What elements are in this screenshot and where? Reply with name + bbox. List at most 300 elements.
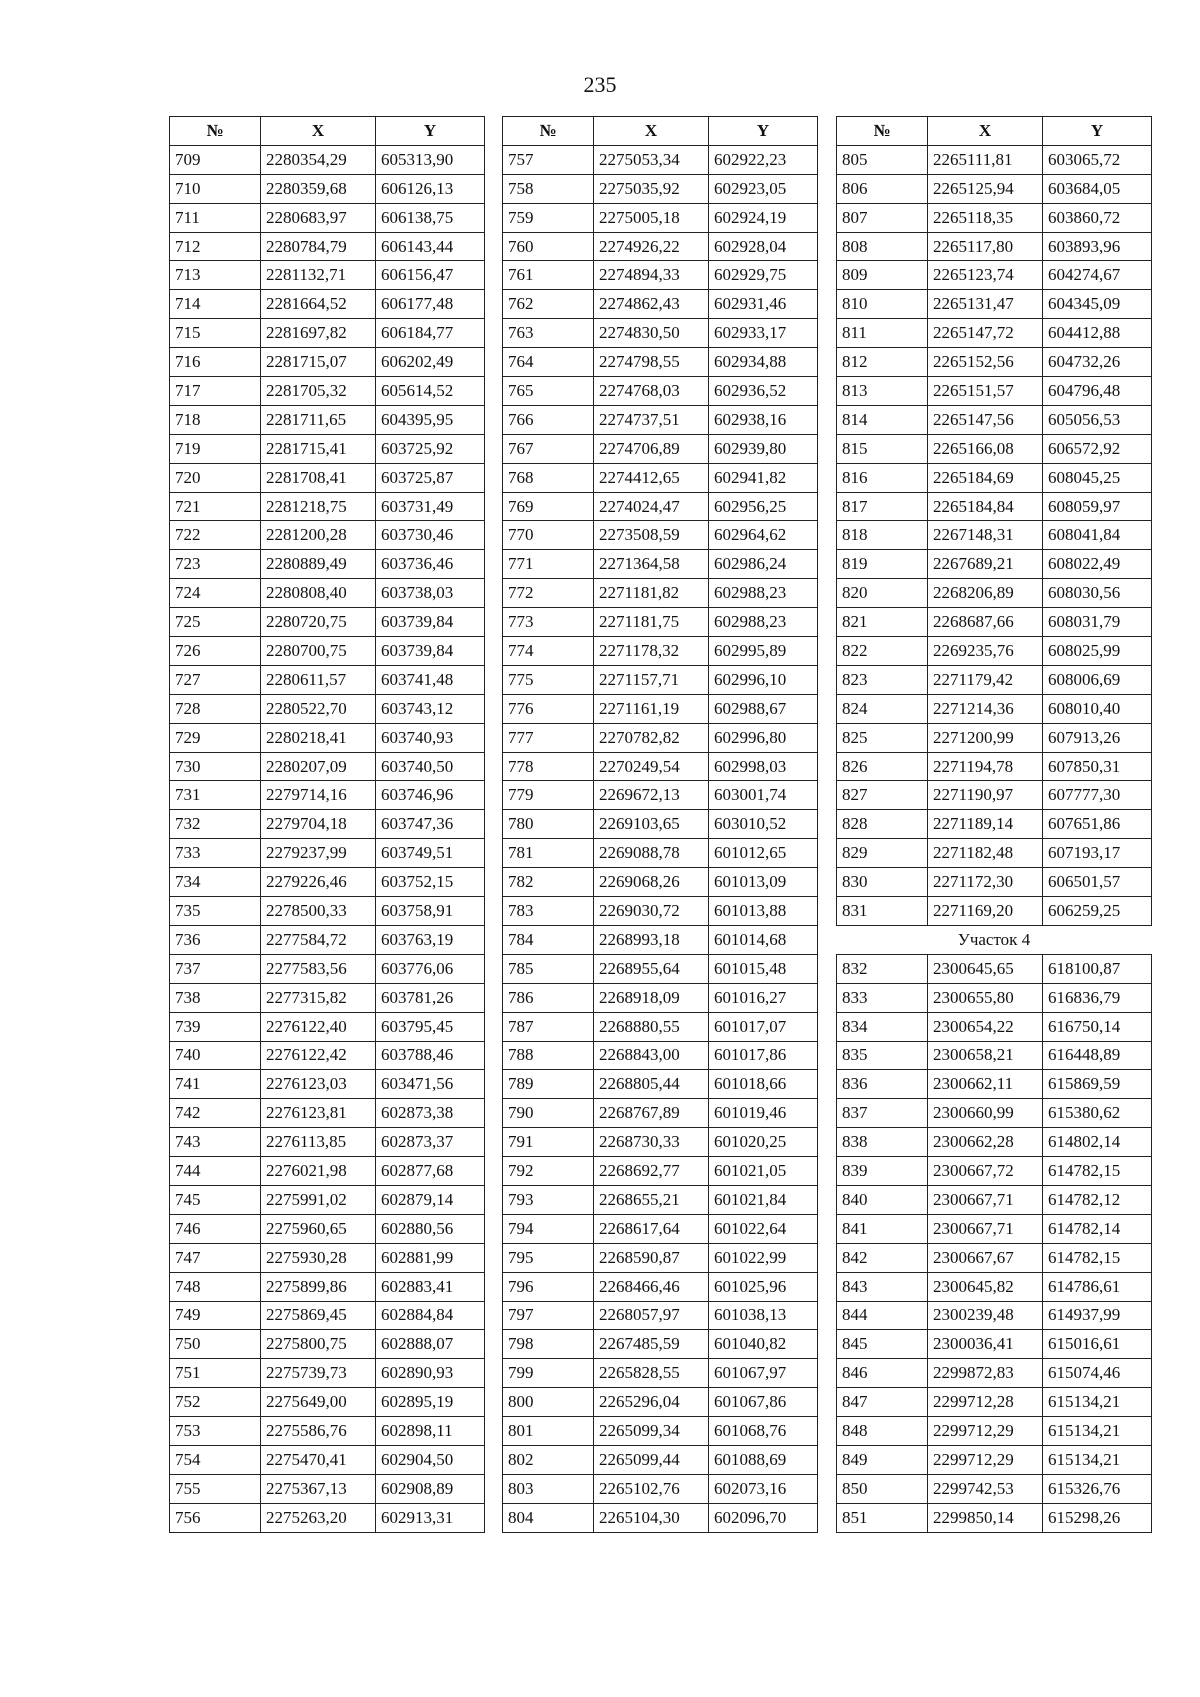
table-row <box>503 1272 818 1301</box>
y-coordinate-cell: 602996,80 <box>709 723 818 752</box>
y-coordinate-cell: 618100,87 <box>1043 954 1152 983</box>
point-number-cell: 741 <box>170 1070 261 1099</box>
table-row <box>503 348 818 377</box>
y-coordinate-cell: 602933,17 <box>709 319 818 348</box>
point-number-cell: 833 <box>837 983 928 1012</box>
point-number-cell: 784 <box>503 925 594 954</box>
x-coordinate-cell: 2280207,09 <box>261 752 376 781</box>
y-coordinate-cell: 601025,96 <box>709 1272 818 1301</box>
y-coordinate-cell: 602884,84 <box>376 1301 485 1330</box>
point-number-cell: 813 <box>837 377 928 406</box>
y-coordinate-cell: 603740,93 <box>376 723 485 752</box>
x-coordinate-cell: 2281715,41 <box>261 434 376 463</box>
section-label: Участок 4 <box>837 925 1152 954</box>
y-coordinate-cell: 605614,52 <box>376 377 485 406</box>
table-row <box>837 1474 1152 1503</box>
point-number-cell: 759 <box>503 203 594 232</box>
y-coordinate-cell: 603010,52 <box>709 810 818 839</box>
y-coordinate-cell: 603731,49 <box>376 492 485 521</box>
x-coordinate-cell: 2280683,97 <box>261 203 376 232</box>
point-number-cell: 730 <box>170 752 261 781</box>
table-row <box>503 319 818 348</box>
point-number-cell: 817 <box>837 492 928 521</box>
table-row <box>170 925 485 954</box>
y-coordinate-cell: 603746,96 <box>376 781 485 810</box>
y-coordinate-cell: 602096,70 <box>709 1503 818 1532</box>
point-number-cell: 843 <box>837 1272 928 1301</box>
point-number-cell: 718 <box>170 405 261 434</box>
x-coordinate-cell: 2276122,42 <box>261 1041 376 1070</box>
point-number-cell: 765 <box>503 377 594 406</box>
y-coordinate-cell: 605056,53 <box>1043 405 1152 434</box>
x-coordinate-cell: 2280720,75 <box>261 608 376 637</box>
y-coordinate-cell: 601016,27 <box>709 983 818 1012</box>
x-coordinate-cell: 2265184,69 <box>928 463 1043 492</box>
x-coordinate-cell: 2267485,59 <box>594 1330 709 1359</box>
table-row <box>170 694 485 723</box>
table-row <box>837 174 1152 203</box>
point-number-cell: 824 <box>837 694 928 723</box>
x-coordinate-cell: 2277315,82 <box>261 983 376 1012</box>
y-coordinate-cell: 603065,72 <box>1043 145 1152 174</box>
point-number-cell: 801 <box>503 1417 594 1446</box>
table-row <box>837 1359 1152 1388</box>
y-coordinate-cell: 601040,82 <box>709 1330 818 1359</box>
y-coordinate-cell: 614802,14 <box>1043 1128 1152 1157</box>
y-coordinate-cell: 602964,62 <box>709 521 818 550</box>
table-row <box>170 637 485 666</box>
y-coordinate-cell: 615016,61 <box>1043 1330 1152 1359</box>
y-coordinate-cell: 608006,69 <box>1043 665 1152 694</box>
point-number-cell: 768 <box>503 463 594 492</box>
x-coordinate-cell: 2269103,65 <box>594 810 709 839</box>
x-coordinate-cell: 2280354,29 <box>261 145 376 174</box>
x-coordinate-cell: 2275960,65 <box>261 1214 376 1243</box>
x-coordinate-cell: 2300645,82 <box>928 1272 1043 1301</box>
table-row <box>503 290 818 319</box>
point-number-cell: 714 <box>170 290 261 319</box>
table-row <box>503 694 818 723</box>
point-number-cell: 840 <box>837 1185 928 1214</box>
x-coordinate-cell: 2299712,28 <box>928 1388 1043 1417</box>
y-coordinate-cell: 602988,23 <box>709 579 818 608</box>
point-number-cell: 709 <box>170 145 261 174</box>
y-coordinate-cell: 614782,14 <box>1043 1214 1152 1243</box>
y-coordinate-cell: 603776,06 <box>376 954 485 983</box>
point-number-cell: 773 <box>503 608 594 637</box>
x-coordinate-cell: 2300645,65 <box>928 954 1043 983</box>
x-coordinate-cell: 2268805,44 <box>594 1070 709 1099</box>
y-coordinate-cell: 603740,50 <box>376 752 485 781</box>
x-coordinate-cell: 2273508,59 <box>594 521 709 550</box>
table-row <box>170 810 485 839</box>
point-number-cell: 751 <box>170 1359 261 1388</box>
y-coordinate-cell: 614782,15 <box>1043 1157 1152 1186</box>
x-coordinate-cell: 2274768,03 <box>594 377 709 406</box>
y-coordinate-cell: 604796,48 <box>1043 377 1152 406</box>
table-row <box>170 608 485 637</box>
table-row <box>837 319 1152 348</box>
table-row <box>503 405 818 434</box>
table-row <box>503 232 818 261</box>
table-row <box>170 261 485 290</box>
x-coordinate-cell: 2268730,33 <box>594 1128 709 1157</box>
table-row <box>503 550 818 579</box>
point-number-cell: 797 <box>503 1301 594 1330</box>
y-coordinate-cell: 607850,31 <box>1043 752 1152 781</box>
x-coordinate-cell: 2299712,29 <box>928 1417 1043 1446</box>
x-coordinate-cell: 2279714,16 <box>261 781 376 810</box>
point-number-cell: 806 <box>837 174 928 203</box>
point-number-cell: 794 <box>503 1214 594 1243</box>
table-row <box>503 1012 818 1041</box>
x-coordinate-cell: 2274862,43 <box>594 290 709 319</box>
x-coordinate-cell: 2265099,34 <box>594 1417 709 1446</box>
point-number-cell: 752 <box>170 1388 261 1417</box>
y-coordinate-cell: 614786,61 <box>1043 1272 1152 1301</box>
point-number-cell: 830 <box>837 868 928 897</box>
y-coordinate-cell: 603893,96 <box>1043 232 1152 261</box>
point-number-cell: 783 <box>503 897 594 926</box>
y-coordinate-cell: 616448,89 <box>1043 1041 1152 1070</box>
x-coordinate-cell: 2280522,70 <box>261 694 376 723</box>
table-row <box>170 319 485 348</box>
table-row <box>503 723 818 752</box>
x-coordinate-cell: 2275991,02 <box>261 1185 376 1214</box>
point-number-cell: 787 <box>503 1012 594 1041</box>
y-coordinate-cell: 602998,03 <box>709 752 818 781</box>
table-row <box>170 1272 485 1301</box>
table-row <box>170 1214 485 1243</box>
table-row <box>170 290 485 319</box>
page-number: 235 <box>583 72 617 97</box>
y-coordinate-cell: 601018,66 <box>709 1070 818 1099</box>
table-row <box>837 377 1152 406</box>
point-number-cell: 748 <box>170 1272 261 1301</box>
point-number-cell: 850 <box>837 1474 928 1503</box>
x-coordinate-cell: 2265099,44 <box>594 1445 709 1474</box>
table-row <box>503 1185 818 1214</box>
x-coordinate-cell: 2281697,82 <box>261 319 376 348</box>
x-coordinate-cell: 2279237,99 <box>261 839 376 868</box>
table-row <box>503 463 818 492</box>
table-row <box>170 550 485 579</box>
y-coordinate-cell: 607913,26 <box>1043 723 1152 752</box>
point-number-cell: 809 <box>837 261 928 290</box>
y-coordinate-cell: 603471,56 <box>376 1070 485 1099</box>
y-coordinate-cell: 602988,23 <box>709 608 818 637</box>
y-coordinate-cell: 602986,24 <box>709 550 818 579</box>
y-coordinate-cell: 603749,51 <box>376 839 485 868</box>
y-coordinate-cell: 602908,89 <box>376 1474 485 1503</box>
table-row <box>170 1157 485 1186</box>
x-coordinate-cell: 2275739,73 <box>261 1359 376 1388</box>
point-number-cell: 841 <box>837 1214 928 1243</box>
coordinates-table-1 <box>169 116 485 1533</box>
point-number-cell: 835 <box>837 1041 928 1070</box>
y-coordinate-cell: 602941,82 <box>709 463 818 492</box>
point-number-cell: 826 <box>837 752 928 781</box>
y-coordinate-cell: 615134,21 <box>1043 1417 1152 1446</box>
y-coordinate-cell: 602881,99 <box>376 1243 485 1272</box>
x-coordinate-cell: 2271169,20 <box>928 897 1043 926</box>
point-number-cell: 818 <box>837 521 928 550</box>
coordinates-table-3 <box>836 116 1152 1533</box>
table-row <box>503 1445 818 1474</box>
point-number-cell: 711 <box>170 203 261 232</box>
x-coordinate-cell: 2275035,92 <box>594 174 709 203</box>
x-coordinate-cell: 2281705,32 <box>261 377 376 406</box>
y-coordinate-cell: 602995,89 <box>709 637 818 666</box>
table-row <box>503 145 818 174</box>
y-coordinate-cell: 603738,03 <box>376 579 485 608</box>
point-number-cell: 789 <box>503 1070 594 1099</box>
table-row <box>503 608 818 637</box>
point-number-cell: 727 <box>170 665 261 694</box>
point-number-cell: 769 <box>503 492 594 521</box>
y-coordinate-cell: 608030,56 <box>1043 579 1152 608</box>
table-row <box>503 983 818 1012</box>
table-row <box>503 1359 818 1388</box>
table-row <box>170 1012 485 1041</box>
x-coordinate-cell: 2268880,55 <box>594 1012 709 1041</box>
table-row <box>837 1272 1152 1301</box>
table-row <box>170 868 485 897</box>
x-coordinate-cell: 2276113,85 <box>261 1128 376 1157</box>
y-coordinate-cell: 601021,05 <box>709 1157 818 1186</box>
x-coordinate-cell: 2281711,65 <box>261 405 376 434</box>
table-row <box>837 810 1152 839</box>
table-row <box>837 434 1152 463</box>
x-coordinate-cell: 2275800,75 <box>261 1330 376 1359</box>
point-number-cell: 849 <box>837 1445 928 1474</box>
point-number-cell: 756 <box>170 1503 261 1532</box>
y-coordinate-cell: 602073,16 <box>709 1474 818 1503</box>
y-coordinate-cell: 602988,67 <box>709 694 818 723</box>
table-row <box>837 723 1152 752</box>
x-coordinate-cell: 2269672,13 <box>594 781 709 810</box>
point-number-cell: 831 <box>837 897 928 926</box>
point-number-cell: 767 <box>503 434 594 463</box>
table-row <box>170 521 485 550</box>
y-coordinate-cell: 608025,99 <box>1043 637 1152 666</box>
point-number-cell: 791 <box>503 1128 594 1157</box>
x-coordinate-cell: 2269030,72 <box>594 897 709 926</box>
point-number-cell: 844 <box>837 1301 928 1330</box>
y-coordinate-cell: 608041,84 <box>1043 521 1152 550</box>
point-number-cell: 744 <box>170 1157 261 1186</box>
x-coordinate-cell: 2268767,89 <box>594 1099 709 1128</box>
y-coordinate-cell: 601068,76 <box>709 1417 818 1446</box>
point-number-cell: 819 <box>837 550 928 579</box>
x-coordinate-cell: 2280359,68 <box>261 174 376 203</box>
point-number-cell: 764 <box>503 348 594 377</box>
point-number-cell: 815 <box>837 434 928 463</box>
y-coordinate-cell: 607651,86 <box>1043 810 1152 839</box>
table-row <box>503 1388 818 1417</box>
column-header-y: Y <box>709 117 818 146</box>
table-row <box>170 1099 485 1128</box>
x-coordinate-cell: 2269235,76 <box>928 637 1043 666</box>
column-header-x: X <box>928 117 1043 146</box>
point-number-cell: 805 <box>837 145 928 174</box>
table-row <box>170 839 485 868</box>
table-row <box>837 752 1152 781</box>
x-coordinate-cell: 2271157,71 <box>594 665 709 694</box>
x-coordinate-cell: 2271181,75 <box>594 608 709 637</box>
point-number-cell: 712 <box>170 232 261 261</box>
point-number-cell: 710 <box>170 174 261 203</box>
x-coordinate-cell: 2275869,45 <box>261 1301 376 1330</box>
x-coordinate-cell: 2265147,56 <box>928 405 1043 434</box>
y-coordinate-cell: 602934,88 <box>709 348 818 377</box>
table-row <box>837 1012 1152 1041</box>
x-coordinate-cell: 2279704,18 <box>261 810 376 839</box>
x-coordinate-cell: 2265104,30 <box>594 1503 709 1532</box>
x-coordinate-cell: 2265184,84 <box>928 492 1043 521</box>
table-row <box>170 348 485 377</box>
y-coordinate-cell: 602898,11 <box>376 1417 485 1446</box>
y-coordinate-cell: 603763,19 <box>376 925 485 954</box>
table-row <box>837 1185 1152 1214</box>
section-row <box>837 925 1152 954</box>
x-coordinate-cell: 2278500,33 <box>261 897 376 926</box>
y-coordinate-cell: 604395,95 <box>376 405 485 434</box>
x-coordinate-cell: 2300667,72 <box>928 1157 1043 1186</box>
y-coordinate-cell: 608010,40 <box>1043 694 1152 723</box>
y-coordinate-cell: 602922,23 <box>709 145 818 174</box>
table-row <box>170 145 485 174</box>
x-coordinate-cell: 2274798,55 <box>594 348 709 377</box>
x-coordinate-cell: 2271178,32 <box>594 637 709 666</box>
table-row <box>170 1474 485 1503</box>
x-coordinate-cell: 2275053,34 <box>594 145 709 174</box>
x-coordinate-cell: 2274706,89 <box>594 434 709 463</box>
x-coordinate-cell: 2299712,29 <box>928 1445 1043 1474</box>
y-coordinate-cell: 601022,99 <box>709 1243 818 1272</box>
point-number-cell: 747 <box>170 1243 261 1272</box>
y-coordinate-cell: 603736,46 <box>376 550 485 579</box>
x-coordinate-cell: 2281715,07 <box>261 348 376 377</box>
x-coordinate-cell: 2275899,86 <box>261 1272 376 1301</box>
y-coordinate-cell: 601013,09 <box>709 868 818 897</box>
table-row <box>170 1128 485 1157</box>
table-row <box>837 868 1152 897</box>
x-coordinate-cell: 2275263,20 <box>261 1503 376 1532</box>
table-row <box>170 232 485 261</box>
x-coordinate-cell: 2268617,64 <box>594 1214 709 1243</box>
table-row <box>170 1243 485 1272</box>
x-coordinate-cell: 2268955,64 <box>594 954 709 983</box>
table-row <box>503 839 818 868</box>
table-row <box>170 752 485 781</box>
point-number-cell: 716 <box>170 348 261 377</box>
y-coordinate-cell: 602928,04 <box>709 232 818 261</box>
table-row <box>503 174 818 203</box>
y-coordinate-cell: 615298,26 <box>1043 1503 1152 1532</box>
y-coordinate-cell: 603739,84 <box>376 637 485 666</box>
x-coordinate-cell: 2300667,67 <box>928 1243 1043 1272</box>
point-number-cell: 726 <box>170 637 261 666</box>
point-number-cell: 793 <box>503 1185 594 1214</box>
x-coordinate-cell: 2271190,97 <box>928 781 1043 810</box>
y-coordinate-cell: 606126,13 <box>376 174 485 203</box>
x-coordinate-cell: 2268655,21 <box>594 1185 709 1214</box>
point-number-cell: 847 <box>837 1388 928 1417</box>
y-coordinate-cell: 602923,05 <box>709 174 818 203</box>
table-row <box>837 550 1152 579</box>
x-coordinate-cell: 2275586,76 <box>261 1417 376 1446</box>
point-number-cell: 734 <box>170 868 261 897</box>
x-coordinate-cell: 2267689,21 <box>928 550 1043 579</box>
column-header-number: № <box>837 117 928 146</box>
table-row <box>170 954 485 983</box>
point-number-cell: 738 <box>170 983 261 1012</box>
point-number-cell: 771 <box>503 550 594 579</box>
y-coordinate-cell: 603860,72 <box>1043 203 1152 232</box>
x-coordinate-cell: 2265152,56 <box>928 348 1043 377</box>
y-coordinate-cell: 607193,17 <box>1043 839 1152 868</box>
table-row <box>837 463 1152 492</box>
y-coordinate-cell: 603725,87 <box>376 463 485 492</box>
y-coordinate-cell: 603795,45 <box>376 1012 485 1041</box>
point-number-cell: 766 <box>503 405 594 434</box>
y-coordinate-cell: 603747,36 <box>376 810 485 839</box>
y-coordinate-cell: 603758,91 <box>376 897 485 926</box>
y-coordinate-cell: 601014,68 <box>709 925 818 954</box>
point-number-cell: 800 <box>503 1388 594 1417</box>
y-coordinate-cell: 607777,30 <box>1043 781 1152 810</box>
point-number-cell: 763 <box>503 319 594 348</box>
y-coordinate-cell: 608022,49 <box>1043 550 1152 579</box>
table-row <box>503 897 818 926</box>
x-coordinate-cell: 2276123,81 <box>261 1099 376 1128</box>
point-number-cell: 732 <box>170 810 261 839</box>
table-row <box>837 694 1152 723</box>
point-number-cell: 735 <box>170 897 261 926</box>
y-coordinate-cell: 603781,26 <box>376 983 485 1012</box>
y-coordinate-cell: 604412,88 <box>1043 319 1152 348</box>
table-row <box>170 579 485 608</box>
y-coordinate-cell: 601015,48 <box>709 954 818 983</box>
table-row <box>503 1417 818 1446</box>
point-number-cell: 799 <box>503 1359 594 1388</box>
point-number-cell: 790 <box>503 1099 594 1128</box>
table-row <box>503 665 818 694</box>
point-number-cell: 821 <box>837 608 928 637</box>
table-row <box>837 665 1152 694</box>
column-header-number: № <box>503 117 594 146</box>
table-row <box>503 377 818 406</box>
y-coordinate-cell: 606156,47 <box>376 261 485 290</box>
point-number-cell: 736 <box>170 925 261 954</box>
table-row <box>170 1445 485 1474</box>
point-number-cell: 745 <box>170 1185 261 1214</box>
table-row <box>503 925 818 954</box>
y-coordinate-cell: 608059,97 <box>1043 492 1152 521</box>
x-coordinate-cell: 2271364,58 <box>594 550 709 579</box>
point-number-cell: 780 <box>503 810 594 839</box>
y-coordinate-cell: 603725,92 <box>376 434 485 463</box>
table-row <box>837 839 1152 868</box>
x-coordinate-cell: 2300654,22 <box>928 1012 1043 1041</box>
x-coordinate-cell: 2281200,28 <box>261 521 376 550</box>
table-row <box>170 1503 485 1532</box>
x-coordinate-cell: 2299742,53 <box>928 1474 1043 1503</box>
point-number-cell: 808 <box>837 232 928 261</box>
point-number-cell: 812 <box>837 348 928 377</box>
y-coordinate-cell: 615134,21 <box>1043 1388 1152 1417</box>
